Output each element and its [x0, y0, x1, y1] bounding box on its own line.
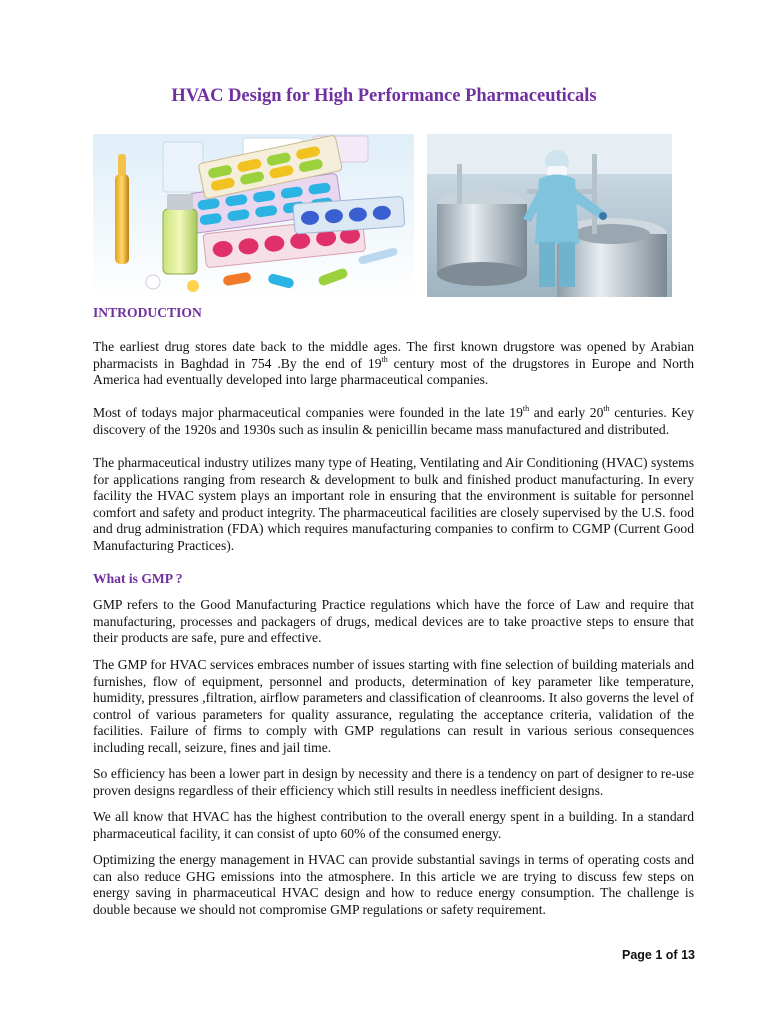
page-title: HVAC Design for High Performance Pharmaceuticals — [171, 86, 597, 106]
gmp-paragraph-1: GMP refers to the Good Manufacturing Practice regulations which have the force of Law and require that manufacturing, processes and packagers of drugs, medical devices are to take proactive steps to ensure that their products are safe, pure and effective. — [93, 597, 694, 646]
gmp-paragraph-2: The GMP for HVAC services embraces number of issues starting with fine selection of building materials and furnishes, flow of equipment, personnel and products, determination of key parameter like temperature, humidity, pressures ,filtration, airflow parameters and classification of cleanrooms. It also governs the level of control of various parameters for quality assurance, regulating the acceptance criteria, validation of the facilities. Failure of firms to comply with GMP regulations can result in various serious consequences including recall, seizure, fines and jail time. — [93, 657, 694, 755]
gmp-paragraph-4: We all know that HVAC has the highest contribution to the overall energy spent in a building. In a standard pharmaceutical facility, it can consist of upto 60% of the consumed energy. — [93, 809, 694, 841]
intro-paragraph-2: Most of todays major pharmaceutical companies were founded in the late 19th and early 20th centuries. Key discovery of the 1920s and 1930s such as insulin & penicillin became mass manufactured and distributed. — [93, 404, 694, 437]
pharmaceutical-products-image — [93, 134, 414, 297]
gmp-paragraph-3: So efficiency has been a lower part in design by necessity and there is a tendency on part of designer to re-use proven designs regardless of their efficiency which still results in needless inefficient designs. — [93, 766, 694, 798]
gmp-heading: What is GMP ? — [93, 571, 183, 586]
introduction-heading: INTRODUCTION — [93, 305, 202, 320]
intro-paragraph-3: The pharmaceutical industry utilizes many type of Heating, Ventilating and Air Conditioning (HVAC) systems for applications ranging from research & development to bulk and finished product manufacturing. In every facility the HVAC system plays an important role in ensuring that the environment is suitable for personnel comfort and safety and product integrity. The pharmaceutical facilities are closely supervised by the U.S. food and drug administration (FDA) which requires manufacturing companies to confirm to CGMP (Current Good Manufacturing Practices). — [93, 455, 694, 553]
page-number: Page 1 of 13 — [621, 948, 695, 962]
cleanroom-manufacturing-image — [427, 134, 672, 297]
gmp-paragraph-5: Optimizing the energy management in HVAC can provide substantial savings in terms of operating costs and can also reduce GHG emissions into the atmosphere. In this article we are trying to discuss few steps on energy saving in pharmaceutical HVAC design and how to reduce energy consumption. The challenge is double because we should not compromise GMP regulations or safety requirement. — [93, 852, 694, 917]
intro-paragraph-1: The earliest drug stores date back to the middle ages. The first known drugstore was opened by Arabian pharmacists in Baghdad in 754 .By the end of 19th century most of the drugstores in Europe and North America had eventually developed into large pharmaceutical companies. — [93, 339, 694, 388]
